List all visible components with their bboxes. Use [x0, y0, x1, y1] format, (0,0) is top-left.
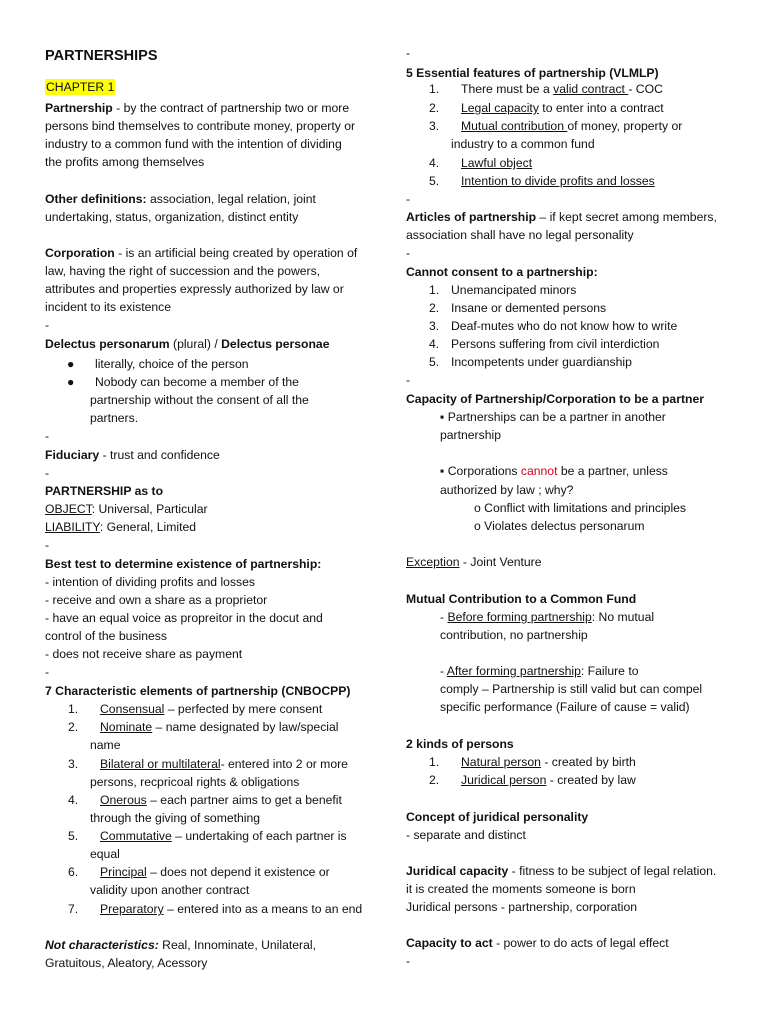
not-characteristics-line: Not characteristics: Real, Innominate, Unilateral, — [45, 938, 316, 952]
separator-dash: - — [406, 954, 411, 968]
list-item-cont: through the giving of something — [90, 811, 261, 825]
liability-line: LIABILITY: General, Limited — [45, 520, 197, 534]
capacity-item: authorized by law ; why? — [440, 483, 574, 497]
list-item-cont: industry to a common fund — [451, 137, 595, 151]
concept-heading: Concept of juridical personality — [406, 810, 589, 824]
delectus-item: partnership without the consent of all the — [90, 393, 309, 407]
delectus-item: Nobody can become a member of the — [95, 375, 299, 389]
best-test-item: - does not receive share as payment — [45, 647, 243, 661]
best-test-item: - receive and own a share as a proprietor — [45, 593, 268, 607]
list-item: 2. Juridical person - created by law — [429, 773, 636, 787]
capacity-item: ▪ Partnerships can be a partner in another — [440, 410, 666, 424]
list-item: 3. Bilateral or multilateral- entered into 2 or more — [68, 757, 348, 771]
fiduciary-line: Fiduciary - trust and confidence — [45, 448, 220, 462]
capacity-subitem: o Violates delectus personarum — [474, 519, 645, 533]
partnership-def-line: the profits among themselves — [45, 155, 205, 169]
list-item: 4. Lawful object — [429, 156, 533, 170]
best-test-item: control of the business — [45, 629, 167, 643]
separator-dash: - — [45, 538, 50, 552]
capacity-item: ▪ Corporations cannot be a partner, unless — [440, 464, 668, 478]
chapter-label: CHAPTER 1 — [46, 80, 115, 94]
delectus-heading: Delectus personarum (plural) / Delectus personae — [45, 337, 330, 351]
delectus-item: literally, choice of the person — [95, 357, 249, 371]
bullet-icon: ● — [67, 375, 75, 389]
list-item: 1. Consensual – perfected by mere consent — [68, 702, 323, 716]
articles-line: association shall have no legal personality — [406, 228, 634, 242]
mutual-after-line: specific performance (Failure of cause = valid) — [440, 700, 690, 714]
mutual-after-line: comply – Partnership is still valid but can compel — [440, 682, 703, 696]
seven-elements-heading: 7 Characteristic elements of partnership (CNBOCPP) — [45, 684, 351, 698]
object-line: OBJECT: Universal, Particular — [45, 502, 208, 516]
other-def-line: undertaking, status, organization, distinct entity — [45, 210, 299, 224]
mutual-contribution-heading: Mutual Contribution to a Common Fund — [406, 592, 637, 606]
corporation-def-line: law, having the right of succession and the powers, — [45, 264, 321, 278]
separator-dash: - — [45, 466, 50, 480]
separator-dash: - — [45, 429, 50, 443]
juridical-capacity-line: Juridical persons - partnership, corporation — [406, 900, 637, 914]
partnership-def-line: Partnership - by the contract of partnership two or more — [45, 101, 350, 115]
separator-dash: - — [406, 46, 411, 60]
list-item: 5. Intention to divide profits and losses — [429, 174, 655, 188]
separator-dash: - — [406, 192, 411, 206]
list-item: 1. There must be a valid contract - COC — [429, 82, 663, 96]
other-def-line: Other definitions: association, legal relation, joint — [45, 192, 316, 206]
bullet-icon: ● — [67, 357, 75, 371]
cannot-consent-heading: Cannot consent to a partnership: — [406, 265, 598, 279]
capacity-heading: Capacity of Partnership/Corporation to be a partner — [406, 392, 704, 406]
separator-dash: - — [406, 246, 411, 260]
capacity-subitem: o Conflict with limitations and principles — [474, 501, 687, 515]
partnership-def-line: industry to a common fund with the intention of dividing — [45, 137, 342, 151]
mutual-before-line: contribution, no partnership — [440, 628, 588, 642]
best-test-heading: Best test to determine existence of partnership: — [45, 557, 322, 571]
best-test-item: - intention of dividing profits and losses — [45, 575, 256, 589]
capacity-item: partnership — [440, 428, 501, 442]
list-item: 2. Legal capacity to enter into a contract — [429, 101, 664, 115]
delectus-item: partners. — [90, 411, 139, 425]
page-title: PARTNERSHIPS — [45, 48, 158, 64]
list-item-cont: persons, recpricoal rights & obligations — [90, 775, 300, 789]
separator-dash: - — [406, 373, 411, 387]
corporation-def-line: attributes and properties expressly authorized by law or — [45, 282, 344, 296]
list-item: 1. Unemancipated minors — [429, 283, 577, 297]
not-characteristics-line: Gratuitous, Aleatory, Acessory — [45, 956, 208, 970]
best-test-item: - have an equal voice as propreitor in the docut and — [45, 611, 323, 625]
corporation-def-line: incident to its existence — [45, 300, 172, 314]
list-item: 2. Nominate – name designated by law/special — [68, 720, 339, 734]
kinds-heading: 2 kinds of persons — [406, 737, 514, 751]
partnership-def-line: persons bind themselves to contribute money, property or — [45, 119, 356, 133]
list-item: 3. Deaf-mutes who do not know how to write — [429, 319, 678, 333]
vlmlp-heading: 5 Essential features of partnership (VLMLP) — [406, 66, 659, 80]
juridical-capacity-line: it is created the moments someone is born — [406, 882, 636, 896]
separator-dash: - — [45, 665, 50, 679]
list-item: 7. Preparatory – entered into as a means to an end — [68, 902, 363, 916]
concept-line: - separate and distinct — [406, 828, 526, 842]
capacity-to-act-line: Capacity to act - power to do acts of legal effect — [406, 936, 669, 950]
partnership-as-to-heading: PARTNERSHIP as to — [45, 484, 164, 498]
list-item: 2. Insane or demented persons — [429, 301, 607, 315]
list-item: 5. Commutative – undertaking of each partner is — [68, 829, 347, 843]
list-item-cont: name — [90, 738, 121, 752]
exception-line: Exception - Joint Venture — [406, 555, 542, 569]
mutual-after-line: - After forming partnership: Failure to — [440, 664, 639, 678]
articles-line: Articles of partnership – if kept secret among members, — [406, 210, 717, 224]
list-item: 1. Natural person - created by birth — [429, 755, 636, 769]
juridical-capacity-line: Juridical capacity - fitness to be subject of legal relation. — [406, 864, 717, 878]
list-item: 6. Principal – does not depend it existence or — [68, 865, 330, 879]
list-item: 5. Incompetents under guardianship — [429, 355, 632, 369]
corporation-def-line: Corporation - is an artificial being created by operation of — [45, 246, 358, 260]
list-item: 4. Persons suffering from civil interdiction — [429, 337, 660, 351]
list-item: 3. Mutual contribution of money, property or — [429, 119, 683, 133]
list-item-cont: validity upon another contract — [90, 883, 250, 897]
list-item-cont: equal — [90, 847, 120, 861]
list-item: 4. Onerous – each partner aims to get a benefit — [68, 793, 342, 807]
mutual-before-line: - Before forming partnership: No mutual — [440, 610, 655, 624]
separator-dash: - — [45, 318, 50, 332]
